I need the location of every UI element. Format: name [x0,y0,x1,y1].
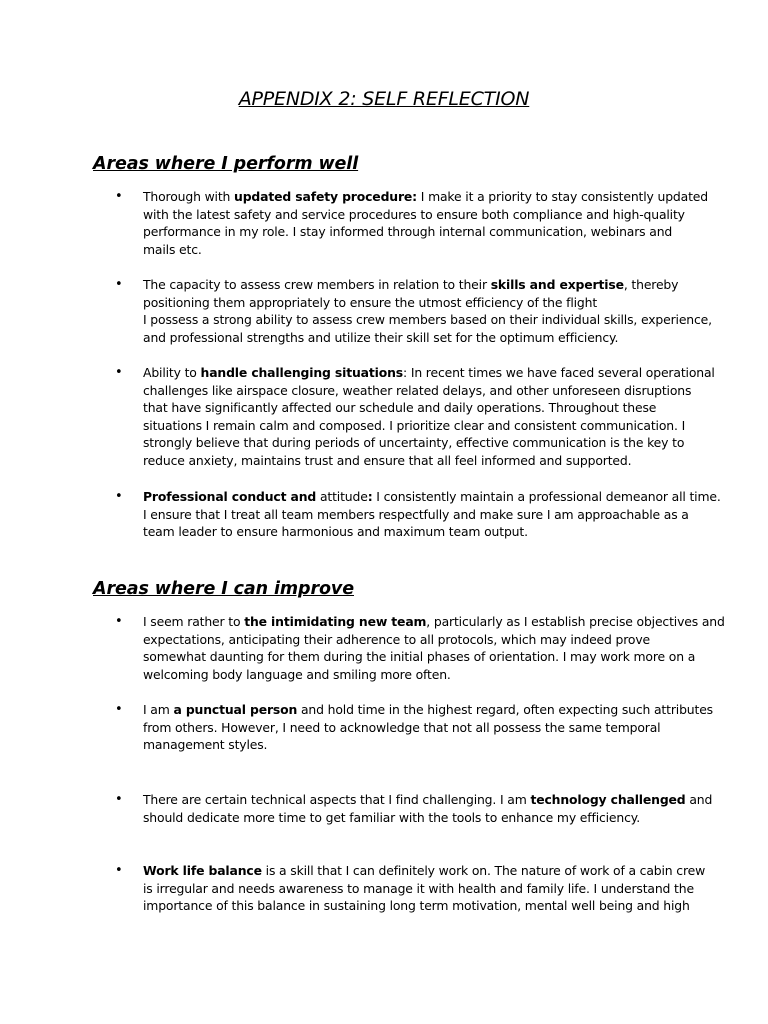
section-heading-perform-well: Areas where I perform well [93,154,359,174]
text-line: Ability to handle challenging situations: In recent times we have faced several operational [143,365,715,380]
text-line: from others. However, I need to acknowledge that not all possess the same temporal [143,719,661,735]
bullet-icon: • [115,189,123,204]
text-line: There are certain technical aspects that I find challenging. I am technology challenged and [143,792,713,807]
text-line: The capacity to assess crew members in relation to their skills and expertise, thereby [143,277,679,292]
text-line: welcoming body language and smiling more often. [143,666,451,682]
bullet-icon: • [115,277,123,292]
list-item-text [143,364,715,470]
text-line: importance of this balance in sustaining long term motivation, mental well being and high [143,898,690,914]
bullet-icon: • [115,702,123,717]
list-item-text [143,701,713,754]
text-line: with the latest safety and service procedures to ensure both compliance and high-quality [143,206,685,222]
list-item-text [143,488,721,541]
text-line: Professional conduct and attitude: I consistently maintain a professional demeanor all time. [143,489,721,504]
text-line: that have significantly affected our schedule and daily operations. Throughout these [143,400,657,416]
text-line: performance in my role. I stay informed through internal communication, webinars and [143,224,673,240]
text-line: mails etc. [143,241,202,257]
bullet-icon: • [115,863,123,878]
text-line: team leader to ensure harmonious and maximum team output. [143,524,528,540]
text-line: somewhat daunting for them during the initial phases of orientation. I may work more on a [143,649,696,665]
list-item-text [143,791,713,826]
list-item-text [143,188,708,258]
text-line: positioning them appropriately to ensure the utmost efficiency of the flight [143,294,598,310]
text-line: Thorough with updated safety procedure: I make it a priority to stay consistently updated [143,189,708,204]
text-line: I seem rather to the intimidating new team, particularly as I establish precise objectives and [143,614,725,629]
text-line: is irregular and needs awareness to manage it with health and family life. I understand the [143,880,694,896]
bullet-icon: • [115,614,123,629]
text-line: should dedicate more time to get familiar with the tools to enhance my efficiency. [143,809,640,825]
text-line: situations I remain calm and composed. I prioritize clear and consistent communication. I [143,417,686,433]
list-item-text [143,862,706,915]
bullet-icon: • [115,489,123,504]
text-line: reduce anxiety, maintains trust and ensure that all feel informed and supported. [143,452,632,468]
text-line: I am a punctual person and hold time in the highest regard, often expecting such attributes [143,702,713,717]
text-line: I ensure that I treat all team members respectfully and make sure I am approachable as a [143,506,689,522]
text-line: expectations, anticipating their adherence to all protocols, which may indeed prove [143,631,651,647]
text-line: strongly believe that during periods of uncertainty, effective communication is the key to [143,435,685,451]
list-item-text [143,276,712,346]
text-line: management styles. [143,737,268,753]
text-line: I possess a strong ability to assess crew members based on their individual skills, experience, [143,312,712,328]
list-item-text [143,613,725,683]
text-line: Work life balance is a skill that I can definitely work on. The nature of work of a cabin crew [143,863,706,878]
bullet-icon: • [115,365,123,380]
bullet-icon: • [115,792,123,807]
section-heading-can-improve: Areas where I can improve [93,579,354,599]
text-line: and professional strengths and utilize their skill set for the optimum efficiency. [143,329,619,345]
text-line: challenges like airspace closure, weather related delays, and other unforeseen disruptions [143,382,692,398]
page-title: APPENDIX 2: SELF REFLECTION [238,88,530,110]
